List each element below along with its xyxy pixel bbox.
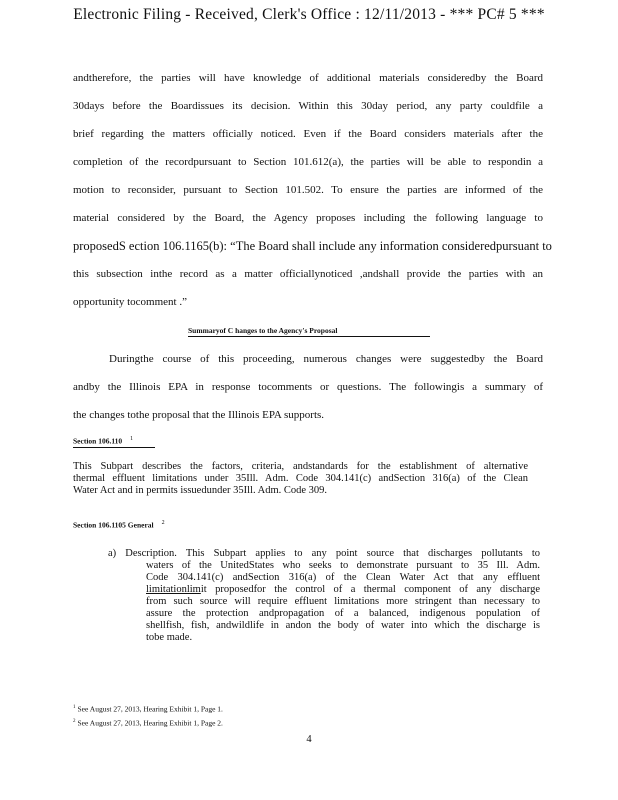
text-line: shellfish, fish, andwildlife in andon the body of water into which the discharge is [146, 620, 540, 631]
text-line: motion to reconsider, pursuant to Section 101.502. To ensure the parties are informed of the [73, 184, 543, 196]
filing-header: Electronic Filing - Received, Clerk's Office : 12/11/2013 - *** PC# 5 *** [73, 6, 545, 23]
footnote-ref: 2 [161, 520, 165, 526]
section-heading-106-1105 [73, 520, 165, 530]
summary-heading: Summaryof C hanges to the Agency's Proposal [188, 326, 430, 337]
page-number: 4 [306, 734, 312, 745]
text-line: andby the Illinois EPA in response tocomments or questions. The followingis a summary of [73, 381, 543, 393]
text-line: This Subpart describes the factors, criteria, andstandards for the establishment of alternative [73, 461, 528, 472]
text-line: the changes tothe proposal that the Illinois EPA supports. [73, 409, 325, 421]
footnote [73, 716, 373, 730]
text-line: 30days before the Boardissues its decision. Within this 30day period, any party couldfile a [73, 100, 543, 112]
text-line-underlined: limitationlimit proposedfor the control of a thermal component of any discharge [146, 584, 540, 595]
underlined-word: limitationlim [146, 584, 201, 595]
text-line: tobe made. [146, 632, 193, 643]
text-line: Code 304.141(c) andSection 316(a) of the Clean Water Act that any effluent [146, 572, 540, 583]
text-line: from such source will require effluent limitations more stringent than necessary to [146, 596, 540, 607]
footnote-text: See August 27, 2013, Hearing Exhibit 1, Page 2. [77, 718, 223, 727]
text-line: completion of the recordpursuant to Section 101.612(a), the parties will be able to respondin a [73, 156, 543, 168]
section-heading-text: Section 106.1105 General [73, 520, 154, 530]
text-line: andtherefore, the parties will have knowledge of additional materials consideredby the Board [73, 72, 543, 84]
intro-paragraph [73, 70, 552, 322]
footnote [73, 702, 373, 716]
text-line: thermal effluent limitations under 35Ill. Adm. Code 304.141(c) andSection 316(a) of the Clean [73, 473, 528, 484]
footnotes [73, 702, 373, 729]
footnote-number: 1 [73, 705, 76, 710]
section-106-110-paragraph [73, 461, 528, 497]
section-106-1105-paragraph [108, 548, 540, 644]
text-line: waters of the UnitedStates who seeks to demonstrate pursuant to 35 Ill. Adm. [146, 560, 540, 571]
text-line: material considered by the Board, the Agency proposes including the following language to [73, 212, 543, 224]
section-heading-text: Section 106.110 [73, 436, 123, 446]
text-line: opportunity tocomment .” [73, 296, 187, 308]
text-line: Water Act and in permits issuedunder 35Ill. Adm. Code 309. [73, 485, 328, 496]
footnote-text: See August 27, 2013, Hearing Exhibit 1, Page 1. [77, 704, 223, 714]
text-line: this subsection inthe record as a matter officiallynoticed ,andshall provide the parties with an [73, 268, 543, 280]
text-line: brief regarding the matters officially noticed. Even if the Board considers materials after the [73, 128, 543, 140]
text-line: proposedS ection 106.1165(b): “The Board shall include any information consideredpursuant to [73, 239, 552, 253]
text-line: a) Description. This Subpart applies to any point source that discharges pollutants to [108, 548, 540, 559]
footnote-number: 2 [73, 718, 76, 724]
summary-paragraph [73, 351, 543, 435]
text-line: Duringthe course of this proceeding, numerous changes were suggestedby the Board [109, 353, 543, 365]
section-heading-106-110 [73, 436, 155, 448]
text-line: assure the protection andpropagation of a balanced, indigenous population of [146, 608, 540, 619]
footnote-ref: 1 [130, 436, 134, 442]
